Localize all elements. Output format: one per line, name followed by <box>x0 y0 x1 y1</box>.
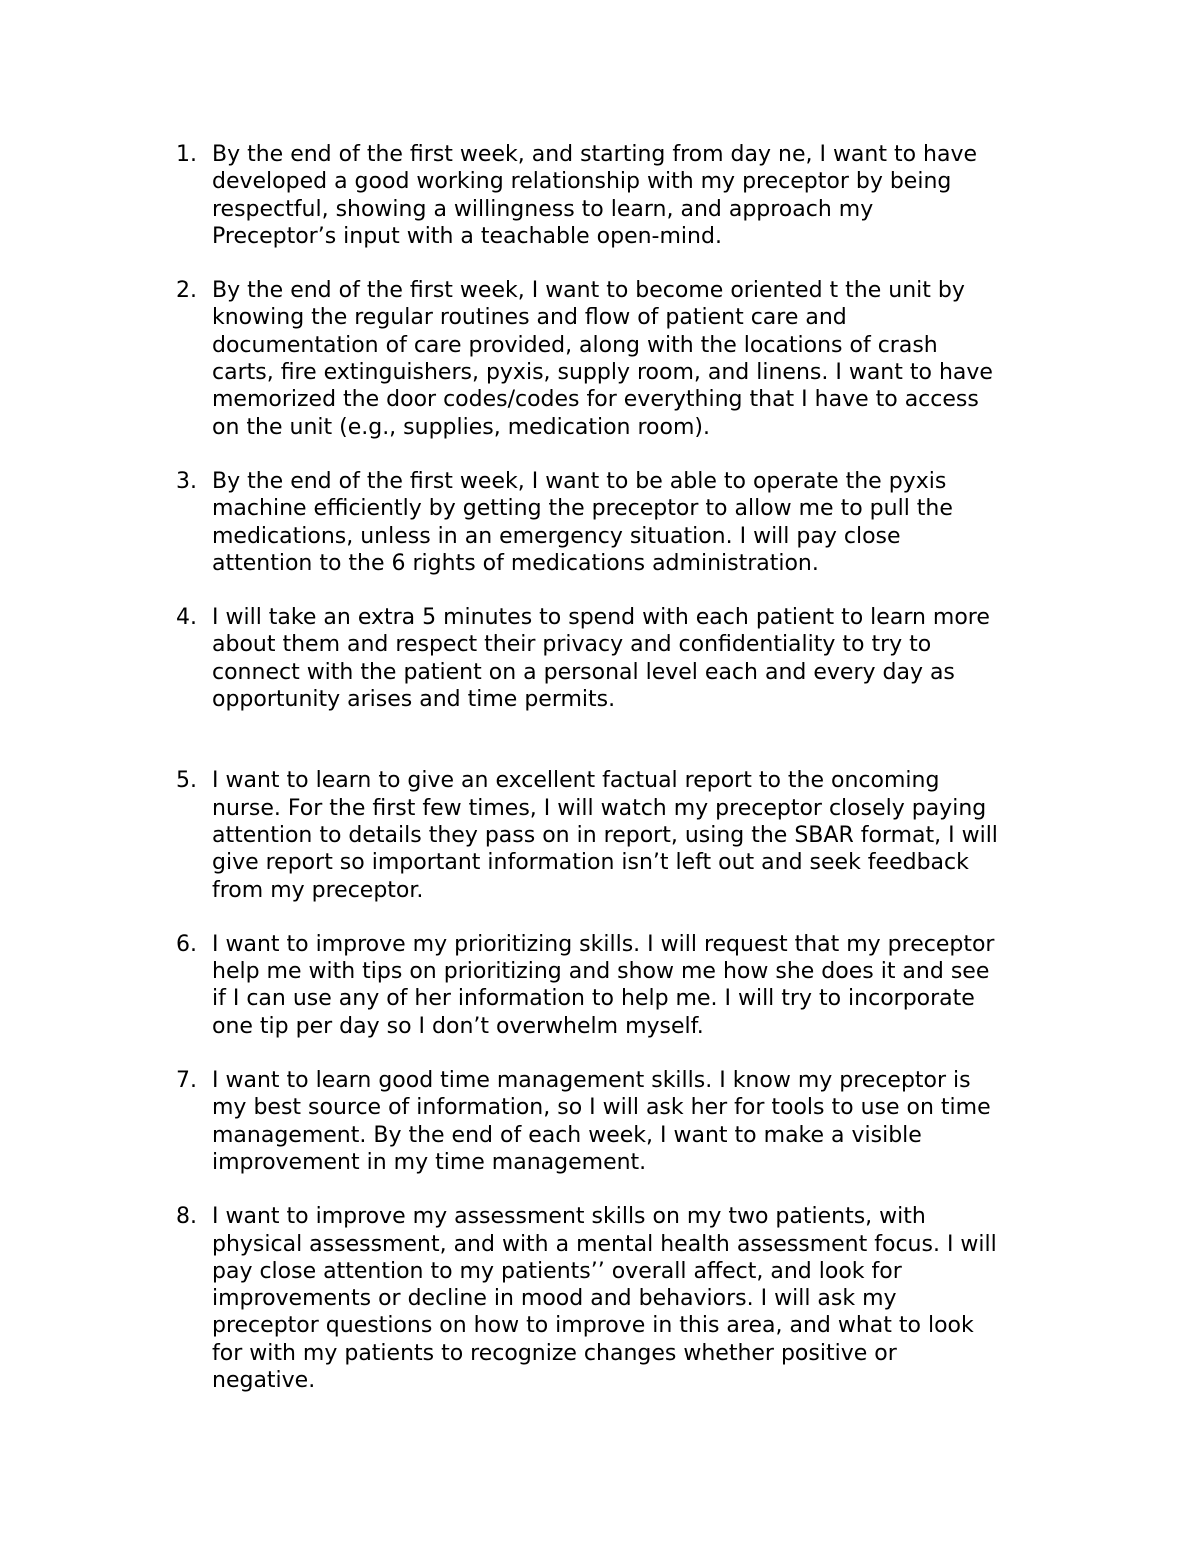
goal-item-5 <box>0 767 1200 903</box>
goal-item-3 <box>0 468 1200 577</box>
goal-number: 6. <box>176 931 197 957</box>
goal-number: 1. <box>176 142 197 167</box>
goal-number: 2. <box>176 278 197 304</box>
goal-text: I want to improve my prioritizing skills. I will request that my preceptor help me with tips on prioritizing and show me how she does it and see if I can use any of her information to help me. I will try to incorporate one tip per day so I don’t overwhelm myself. <box>212 931 995 1039</box>
goal-number: 3. <box>176 468 197 494</box>
goal-number: 8. <box>176 1204 197 1230</box>
goals-list <box>0 141 1200 1421</box>
goal-text: By the end of the first week, I want to become oriented t the unit by knowing the regular routines and flow of patient care and documentation of care provided, along with the locations of crash carts, fire extinguishers, pyxis, supply room, and linens. I want to have memorized the door codes/codes for everything that I have to access on the unit (e.g., supplies, medication room). <box>212 278 993 440</box>
goal-item-8 <box>0 1203 1200 1394</box>
goal-item-7 <box>0 1067 1200 1176</box>
goal-item-2 <box>0 277 1200 441</box>
goal-item-1 <box>0 141 1200 250</box>
goal-text: I want to learn to give an excellent factual report to the oncoming nurse. For the first few times, I will watch my preceptor closely paying attention to details they pass on in report, using the SBAR format, I will give report so important information isn’t left out and seek feedback from my preceptor. <box>212 768 998 903</box>
goal-text: By the end of the first week, and starting from day ne, I want to have developed a good working relationship with my preceptor by being respectful, showing a willingness to learn, and approach my Preceptor’s input with a teachable open-mind. <box>212 142 978 249</box>
goal-item-4 <box>0 604 1200 713</box>
goal-text: I want to learn good time management skills. I know my preceptor is my best source of information, so I will ask her for tools to use on time management. By the end of each week, I want to make a visible improvement in my time management. <box>212 1068 991 1175</box>
goal-number: 7. <box>176 1068 197 1094</box>
goal-number: 5. <box>176 768 197 794</box>
goal-number: 4. <box>176 605 197 631</box>
goal-item-6 <box>0 931 1200 1040</box>
goal-text: I will take an extra 5 minutes to spend with each patient to learn more about them and respect their privacy and confidentiality to try to connect with the patient on a personal level each and every day as opportunity arises and time permits. <box>212 605 990 713</box>
goal-text: I want to improve my assessment skills on my two patients, with physical assessment, and with a mental health assessment focus. I will pay close attention to my patients’’ overall affect, and look for improvements or decline in mood and behaviors. I will ask my preceptor questions on how to improve in this area, and what to look for with my patients to recognize changes whether positive or negative. <box>212 1204 997 1393</box>
goal-text: By the end of the first week, I want to be able to operate the pyxis machine efficiently by getting the preceptor to allow me to pull the medications, unless in an emergency situation. I will pay close attention to the 6 rights of medications administration. <box>212 468 953 576</box>
